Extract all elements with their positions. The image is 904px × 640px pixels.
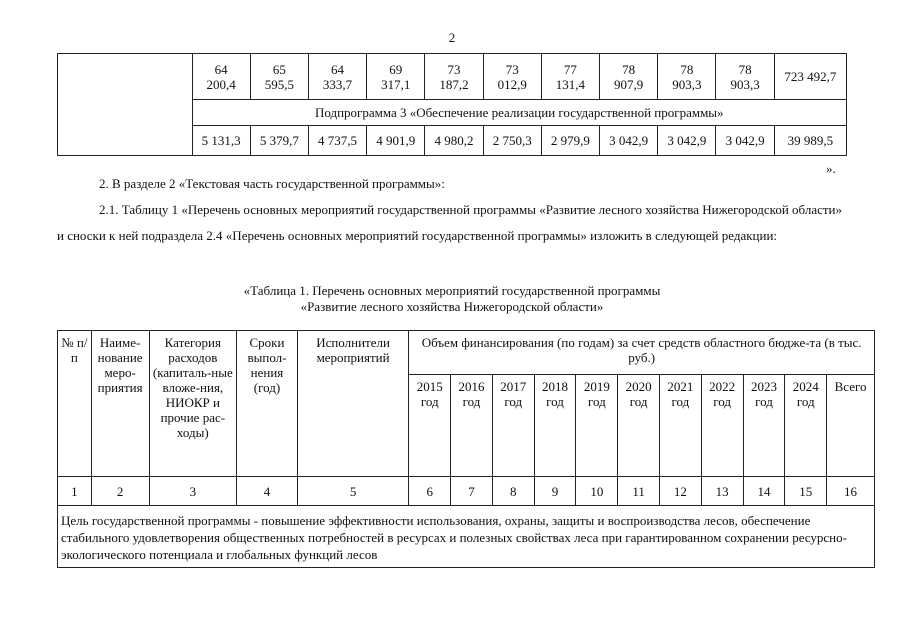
value-cell: 4 980,2 bbox=[425, 126, 483, 156]
subprogram-title: Подпрограмма 3 «Обеспечение реализации государственной программы» bbox=[192, 100, 847, 126]
column-number: 13 bbox=[701, 477, 743, 506]
paragraph-1: 2. В разделе 2 «Текстовая часть государственной программы»: bbox=[99, 176, 445, 191]
header-funding: Объем финансирования (по годам) за счет средств областного бюдже-та (в тыс. руб.) bbox=[409, 331, 875, 375]
value-cell: 78 903,3 bbox=[658, 54, 716, 100]
header-category: Категория расходов (капиталь-ные вложе-ния, НИОКР и прочие рас-ходы) bbox=[149, 331, 237, 477]
column-number: 11 bbox=[618, 477, 660, 506]
value-cell: 4 737,5 bbox=[308, 126, 366, 156]
column-number: 8 bbox=[492, 477, 534, 506]
column-number: 7 bbox=[451, 477, 493, 506]
value-cell: 3 042,9 bbox=[716, 126, 774, 156]
column-number: 16 bbox=[827, 477, 875, 506]
total-cell: 39 989,5 bbox=[774, 126, 846, 156]
empty-cell bbox=[58, 54, 193, 156]
header-executors: Исполнители мероприятий bbox=[297, 331, 408, 477]
year-header: 2022 год bbox=[701, 375, 743, 477]
value-cell: 65 595,5 bbox=[250, 54, 308, 100]
program-goal: Цель государственной программы - повышение эффективности использования, охраны, защиты и воспроизводства лесов, обеспечение стабильного удовлетворения общественных потребностей в ресурсах и полезных свойствах леса при гарантированном сохранении ресурсно-экологического потенциала и глобальных функций лесов bbox=[58, 506, 875, 568]
column-number: 9 bbox=[534, 477, 576, 506]
paragraph-2: 2.1. Таблицу 1 «Перечень основных мероприятий государственной программы «Развитие лесного хозяйства Нижегородской области» и сноски к ней подраздела 2.4 «Перечень основных мероприятий государственной программы» изложить в следующей редакции: bbox=[57, 202, 842, 243]
main-activities-table bbox=[57, 330, 875, 568]
value-cell: 73 187,2 bbox=[425, 54, 483, 100]
column-number: 1 bbox=[58, 477, 92, 506]
column-number: 12 bbox=[659, 477, 701, 506]
year-header: 2021 год bbox=[659, 375, 701, 477]
year-header: 2024 год bbox=[785, 375, 827, 477]
column-number: 15 bbox=[785, 477, 827, 506]
column-number: 10 bbox=[576, 477, 618, 506]
column-number: 3 bbox=[149, 477, 237, 506]
caption-line-2: «Развитие лесного хозяйства Нижегородской области» bbox=[300, 299, 604, 314]
value-cell: 69 317,1 bbox=[367, 54, 425, 100]
value-cell: 78 907,9 bbox=[600, 54, 658, 100]
year-header: 2015 год bbox=[409, 375, 451, 477]
value-cell: 3 042,9 bbox=[600, 126, 658, 156]
value-cell: 78 903,3 bbox=[716, 54, 774, 100]
year-header: 2016 год bbox=[451, 375, 493, 477]
value-cell: 3 042,9 bbox=[658, 126, 716, 156]
total-cell: 723 492,7 bbox=[774, 54, 846, 100]
column-number: 4 bbox=[237, 477, 298, 506]
value-cell: 73 012,9 bbox=[483, 54, 541, 100]
funding-summary-table bbox=[57, 53, 847, 156]
value-cell: 2 979,9 bbox=[541, 126, 599, 156]
page-number: 2 bbox=[448, 30, 456, 45]
column-number: 2 bbox=[91, 477, 149, 506]
value-cell: 77 131,4 bbox=[541, 54, 599, 100]
total-header: Всего bbox=[827, 375, 875, 477]
year-header: 2020 год bbox=[618, 375, 660, 477]
column-number: 5 bbox=[297, 477, 408, 506]
year-header: 2017 год bbox=[492, 375, 534, 477]
column-number: 14 bbox=[743, 477, 785, 506]
value-cell: 64 200,4 bbox=[192, 54, 250, 100]
value-cell: 5 379,7 bbox=[250, 126, 308, 156]
table-caption bbox=[57, 283, 847, 315]
year-header: 2019 год bbox=[576, 375, 618, 477]
header-name: Наиме-нование меро-приятия bbox=[91, 331, 149, 477]
column-number: 6 bbox=[409, 477, 451, 506]
header-num: № п/п bbox=[58, 331, 92, 477]
year-header: 2023 год bbox=[743, 375, 785, 477]
value-cell: 64 333,7 bbox=[308, 54, 366, 100]
value-cell: 5 131,3 bbox=[192, 126, 250, 156]
year-header: 2018 год bbox=[534, 375, 576, 477]
header-terms: Сроки выпол-нения (год) bbox=[237, 331, 298, 477]
closing-quote: ». bbox=[826, 161, 836, 176]
value-cell: 4 901,9 bbox=[367, 126, 425, 156]
value-cell: 2 750,3 bbox=[483, 126, 541, 156]
caption-line-1: «Таблица 1. Перечень основных мероприятий государственной программы bbox=[243, 283, 661, 298]
